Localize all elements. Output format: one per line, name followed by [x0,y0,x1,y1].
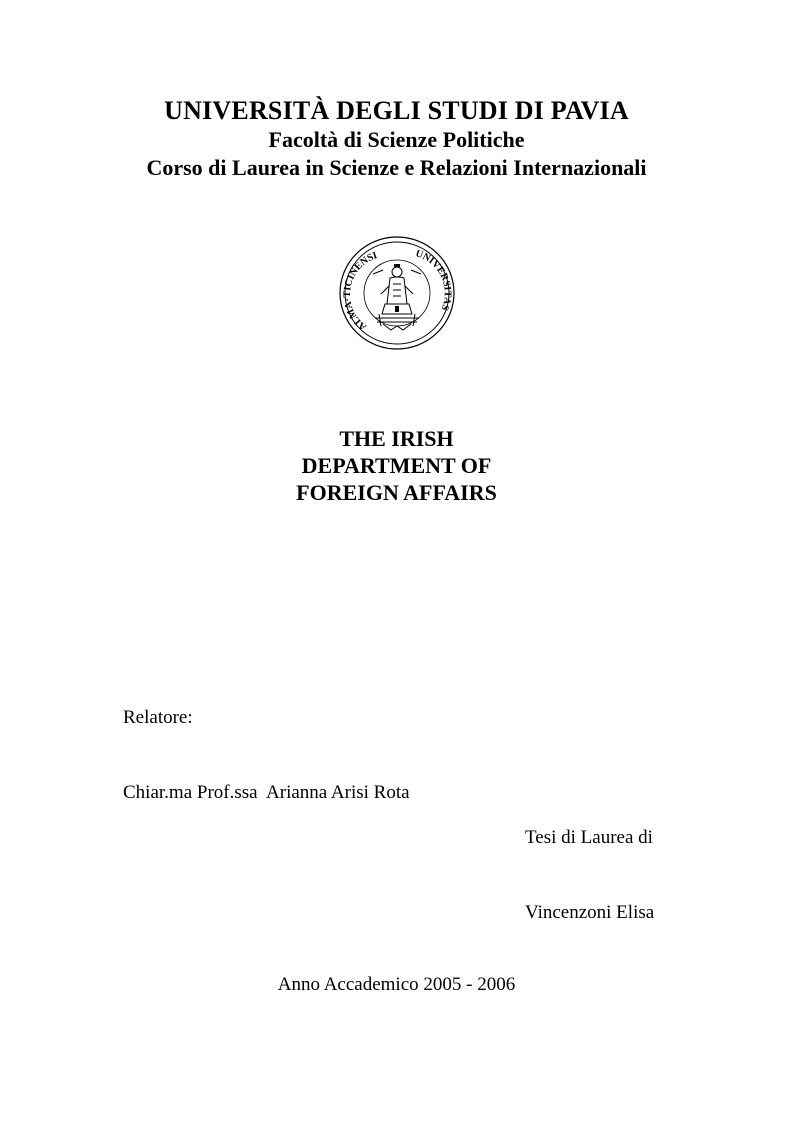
faculty-name: Facoltà di Scienze Politiche [268,127,525,152]
svg-text:UNIVERSITAS: UNIVERSITAS [414,248,453,312]
author-label: Tesi di Laurea di [525,827,653,848]
thesis-title-line: FOREIGN AFFAIRS [296,480,497,505]
course-name: Corso di Laurea in Scienze e Relazioni Internazionali [146,155,647,180]
author-name: Vincenzoni Elisa [525,902,655,923]
thesis-title-line: DEPARTMENT OF [301,453,492,478]
supervisor-label: Relatore: [123,707,193,728]
university-name: UNIVERSITÀ DEGLI STUDI DI PAVIA [164,96,629,125]
svg-text:ALMA·TICINENSIS: ALMA·TICINENSI [342,250,379,333]
supervisor-name: Chiar.ma Prof.ssa Arianna Arisi Rota [123,782,410,803]
thesis-title-line: THE IRISH [339,426,454,451]
author-block [525,775,654,950]
supervisor-block [123,655,410,830]
university-seal-icon [337,234,457,352]
academic-year: Anno Accademico 2005 - 2006 [277,974,516,995]
thesis-title [0,425,793,506]
